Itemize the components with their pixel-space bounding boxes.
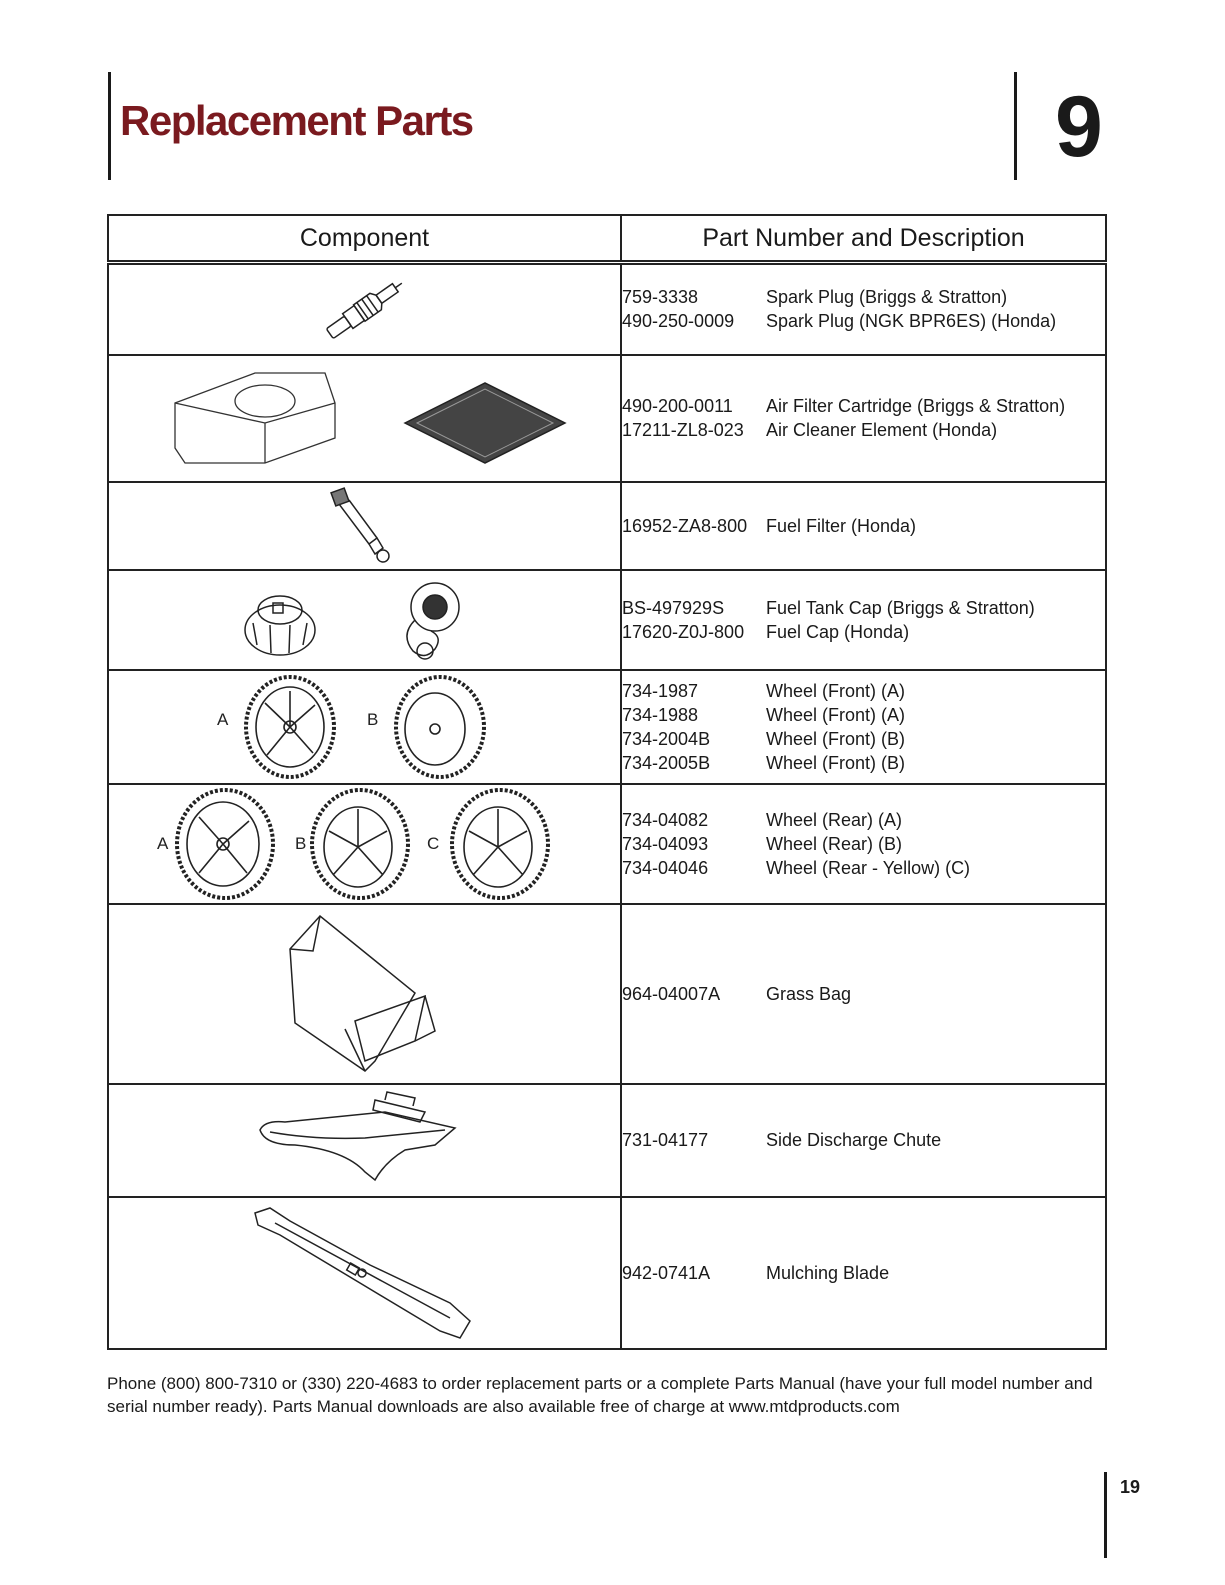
title-rule — [108, 72, 111, 180]
wheel-label: C — [426, 833, 439, 853]
part-line — [622, 394, 1105, 418]
wheel-label: B — [366, 709, 378, 729]
description-cell — [621, 670, 1106, 784]
fuel-filter-illustration — [325, 486, 405, 566]
part-number: 734-04082 — [622, 809, 709, 830]
part-number: 490-250-0009 — [622, 311, 735, 332]
wheel-label: A — [216, 709, 228, 729]
table-row — [108, 1084, 1106, 1197]
part-description: Wheel (Front) (B) — [766, 752, 906, 773]
table-row — [108, 355, 1106, 482]
chapter-number: 9 — [1055, 79, 1103, 175]
part-line — [622, 596, 1105, 620]
part-description: Wheel (Rear) (B) — [766, 833, 903, 854]
table-row — [108, 670, 1106, 784]
table-row — [108, 784, 1106, 904]
component-cell — [108, 355, 621, 482]
component-cell — [108, 1197, 621, 1349]
wheel-label: A — [156, 833, 168, 853]
description-cell — [621, 1197, 1106, 1349]
description-cell — [621, 784, 1106, 904]
part-description: Grass Bag — [766, 983, 852, 1004]
part-line — [622, 514, 1105, 538]
part-number: BS-497929S — [622, 597, 725, 618]
fuel-cap-illustration — [235, 575, 495, 665]
grass-bag-illustration — [285, 911, 445, 1076]
page-number: 19 — [1120, 1477, 1141, 1497]
component-cell — [108, 263, 621, 355]
part-number: 734-2004B — [622, 728, 711, 749]
page-title: Replacement Parts — [120, 97, 473, 144]
part-number: 17211-ZL8-023 — [622, 420, 744, 440]
part-description: Wheel (Front) (A) — [766, 704, 906, 725]
component-cell — [108, 482, 621, 570]
part-number: 734-1988 — [622, 704, 699, 725]
table-row — [108, 482, 1106, 570]
component-cell — [108, 784, 621, 904]
table-row — [108, 570, 1106, 670]
part-line — [622, 620, 1105, 644]
table-row — [108, 904, 1106, 1084]
part-number: 734-04093 — [622, 833, 709, 854]
description-cell — [621, 570, 1106, 670]
part-description: Fuel Filter (Honda) — [766, 515, 917, 536]
part-line — [622, 856, 1105, 880]
part-description: Wheel (Rear) (A) — [766, 809, 903, 830]
part-description: Mulching Blade — [766, 1262, 890, 1283]
front-wheels-illustration — [215, 673, 515, 781]
part-line — [622, 309, 1105, 333]
part-line — [622, 418, 1105, 442]
air-filter-illustration — [155, 363, 575, 473]
part-description: Side Discharge Chute — [766, 1130, 942, 1150]
component-cell — [108, 570, 621, 670]
table-row — [108, 1197, 1106, 1349]
rear-wheels-illustration — [155, 787, 575, 901]
part-number: 759-3338 — [622, 287, 699, 308]
part-line — [622, 285, 1105, 309]
component-cell — [108, 670, 621, 784]
part-description: Fuel Cap (Honda) — [766, 621, 910, 642]
part-number: 734-2005B — [622, 752, 711, 773]
part-number: 942-0741A — [622, 1262, 711, 1283]
part-description: Air Filter Cartridge (Briggs & Stratton) — [766, 396, 1066, 416]
part-number: 731-04177 — [622, 1130, 709, 1150]
mulching-blade-illustration — [250, 1203, 480, 1343]
part-line — [622, 703, 1105, 727]
part-number: 734-1987 — [622, 680, 699, 701]
header-component: Component — [108, 215, 621, 263]
part-line — [622, 679, 1105, 703]
part-description: Wheel (Rear - Yellow) (C) — [766, 857, 971, 878]
part-line — [622, 808, 1105, 832]
side-discharge-chute-illustration — [255, 1090, 475, 1190]
spark-plug-illustration — [310, 269, 420, 349]
part-number: 490-200-0011 — [622, 396, 733, 416]
header-part-number: Part Number and Description — [621, 215, 1106, 263]
part-line — [622, 832, 1105, 856]
part-description: Wheel (Front) (B) — [766, 728, 906, 749]
part-description: Spark Plug (Briggs & Stratton) — [766, 287, 1008, 308]
order-parts-footnote: Phone (800) 800-7310 or (330) 220-4683 to order replacement parts or a complete Parts Manual (have your full model number and serial number ready). Parts Manual downloads are also available free of charge at www.mtdproducts.com — [107, 1374, 1093, 1416]
part-line — [622, 982, 1105, 1006]
part-line — [622, 751, 1105, 775]
part-number: 964-04007A — [622, 983, 721, 1004]
part-line — [622, 727, 1105, 751]
part-description: Fuel Tank Cap (Briggs & Stratton) — [766, 597, 1035, 618]
part-number: 16952-ZA8-800 — [622, 515, 748, 536]
part-description: Spark Plug (NGK BPR6ES) (Honda) — [766, 311, 1057, 332]
page-number-rule — [1104, 1472, 1107, 1558]
component-cell — [108, 1084, 621, 1197]
part-line — [622, 1128, 1105, 1152]
component-cell — [108, 904, 621, 1084]
description-cell — [621, 482, 1106, 570]
part-number: 17620-Z0J-800 — [622, 621, 745, 642]
part-description: Air Cleaner Element (Honda) — [766, 420, 998, 440]
table-header-row — [108, 215, 1106, 263]
chapter-rule — [1014, 72, 1017, 180]
wheel-label: B — [294, 833, 306, 853]
part-description: Wheel (Front) (A) — [766, 680, 906, 701]
part-line — [622, 1261, 1105, 1285]
description-cell — [621, 263, 1106, 355]
part-number: 734-04046 — [622, 857, 709, 878]
description-cell — [621, 1084, 1106, 1197]
parts-table — [107, 214, 1107, 1350]
description-cell — [621, 904, 1106, 1084]
description-cell — [621, 355, 1106, 482]
table-row — [108, 263, 1106, 355]
